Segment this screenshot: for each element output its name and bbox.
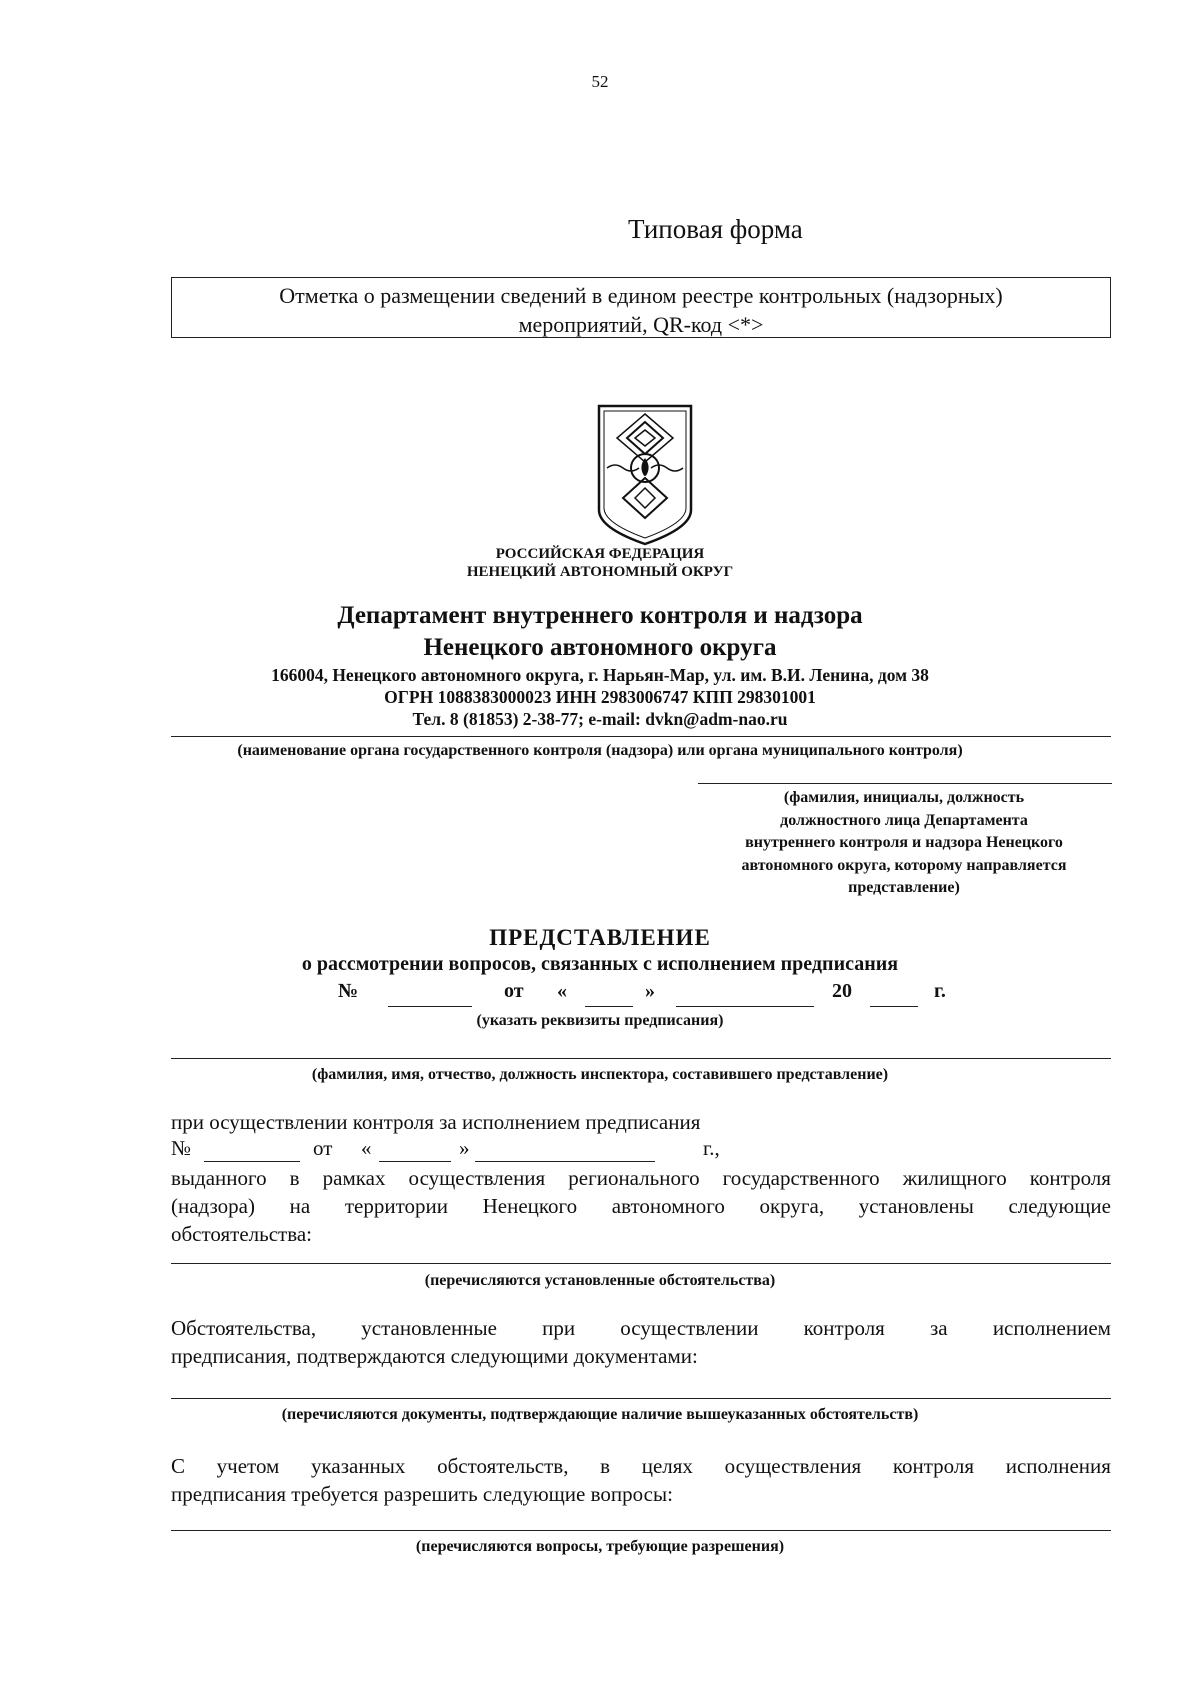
circumstances-caption: (перечисляются установленные обстоятельства) bbox=[424, 1272, 776, 1289]
questions-caption: (перечисляются вопросы, требующие разрешения) bbox=[415, 1538, 785, 1555]
confirm-line-2: предписания, подтверждаются следующими документами: bbox=[171, 1344, 698, 1368]
circumstances-rule bbox=[171, 1263, 1111, 1264]
issued-paragraph bbox=[171, 1164, 1111, 1248]
req-month-blank[interactable] bbox=[676, 1006, 814, 1007]
req-day-blank[interactable] bbox=[585, 1006, 633, 1007]
notice-line-1: Отметка о размещении сведений в едином реестре контрольных (надзорных) bbox=[279, 283, 1003, 308]
issued-prescription-row bbox=[171, 1136, 791, 1164]
req-number-sign: № bbox=[338, 980, 359, 1002]
req-from-label: от bbox=[504, 980, 524, 1002]
inspector-rule bbox=[171, 1058, 1111, 1059]
department-name-line-2: Ненецкого автономного округа bbox=[423, 634, 777, 661]
body-close-quote: » bbox=[459, 1136, 470, 1160]
documents-rule bbox=[171, 1398, 1111, 1399]
form-title: Типовая форма bbox=[628, 214, 803, 244]
department-ids: ОГРН 1088383000023 ИНН 2983006747 КПП 298301001 bbox=[384, 687, 816, 707]
inspector-caption: (фамилия, имя, отчество, должность инспектора, составившего представление) bbox=[311, 1066, 889, 1083]
confirm-line-1: Обстоятельства, установленные при осуществлении контроля за исполнением bbox=[171, 1316, 1111, 1340]
authority-rule bbox=[171, 736, 1111, 737]
resolve-paragraph bbox=[171, 1452, 1111, 1508]
body-open-quote: « bbox=[361, 1136, 372, 1160]
department-name-line-1: Департамент внутреннего контроля и надзора bbox=[337, 602, 863, 629]
resolve-line-1: С учетом указанных обстоятельств, в целях осуществления контроля исполнения bbox=[171, 1454, 1111, 1478]
intro-text: при осуществлении контроля за исполнением предписания bbox=[171, 1110, 701, 1134]
body-year-suffix: г., bbox=[703, 1136, 720, 1160]
official-caption-line-5: представление) bbox=[848, 879, 960, 896]
req-century: 20 bbox=[832, 980, 852, 1002]
department-contacts: Тел. 8 (81853) 2-38-77; e-mail: dvkn@adm-nao.ru bbox=[412, 709, 788, 729]
body-from-label: от bbox=[313, 1136, 333, 1160]
official-caption-line-1: (фамилия, инициалы, должность bbox=[783, 789, 1025, 806]
issued-line-3: обстоятельства: bbox=[171, 1222, 313, 1246]
department-address: 166004, Ненецкого автономного округа, г. Нарьян-Мар, ул. им. В.И. Ленина, дом 38 bbox=[271, 665, 929, 685]
body-day-blank[interactable] bbox=[379, 1161, 451, 1162]
issued-line-1: выданного в рамках осуществления регионального государственного жилищного контроля bbox=[171, 1166, 1111, 1190]
region-name: НЕНЕЦКИЙ АВТОНОМНЫЙ ОКРУГ bbox=[466, 564, 734, 580]
questions-rule bbox=[171, 1530, 1111, 1531]
req-open-quote: « bbox=[557, 980, 567, 1002]
documents-caption: (перечисляются документы, подтверждающие наличие вышеуказанных обстоятельств) bbox=[281, 1406, 919, 1423]
official-caption bbox=[696, 787, 1112, 900]
req-close-quote: » bbox=[645, 980, 655, 1002]
req-year-suffix: г. bbox=[934, 980, 946, 1002]
notice-line-2: мероприятий, QR-код <*> bbox=[518, 312, 764, 337]
official-caption-line-2: должностного лица Департамента bbox=[780, 811, 1028, 829]
document-title: ПРЕДСТАВЛЕНИЕ bbox=[489, 925, 711, 950]
body-number-sign: № bbox=[171, 1136, 192, 1160]
registry-notice-box bbox=[171, 277, 1111, 338]
prescription-requisites bbox=[0, 980, 1200, 1008]
country-name: РОССИЙСКАЯ ФЕДЕРАЦИЯ bbox=[495, 546, 705, 562]
official-rule bbox=[698, 783, 1112, 784]
issued-line-2: (надзора) на территории Ненецкого автономного округа, установлены следующие bbox=[171, 1194, 1111, 1218]
resolve-line-2: предписания требуется разрешить следующие вопросы: bbox=[171, 1482, 673, 1506]
official-caption-line-4: автономного округа, которому направляется bbox=[741, 856, 1067, 874]
official-caption-line-3: внутреннего контроля и надзора Ненецкого bbox=[745, 834, 1063, 851]
req-number-blank[interactable] bbox=[388, 1006, 472, 1007]
nenets-coat-of-arms-icon bbox=[593, 402, 697, 548]
department-block bbox=[0, 600, 1200, 730]
body-month-year-blank[interactable] bbox=[475, 1161, 655, 1162]
confirm-paragraph bbox=[171, 1314, 1111, 1370]
authority-caption: (наименование органа государственного контроля (надзора) или органа муниципального контроля) bbox=[237, 742, 963, 759]
body-number-blank[interactable] bbox=[204, 1161, 300, 1162]
req-year-blank[interactable] bbox=[870, 1006, 918, 1007]
document-subtitle: о рассмотрении вопросов, связанных с исполнением предписания bbox=[301, 953, 899, 975]
country-header bbox=[0, 545, 1200, 581]
requisites-caption: (указать реквизиты предписания) bbox=[476, 1012, 724, 1029]
page-number: 52 bbox=[591, 72, 609, 91]
